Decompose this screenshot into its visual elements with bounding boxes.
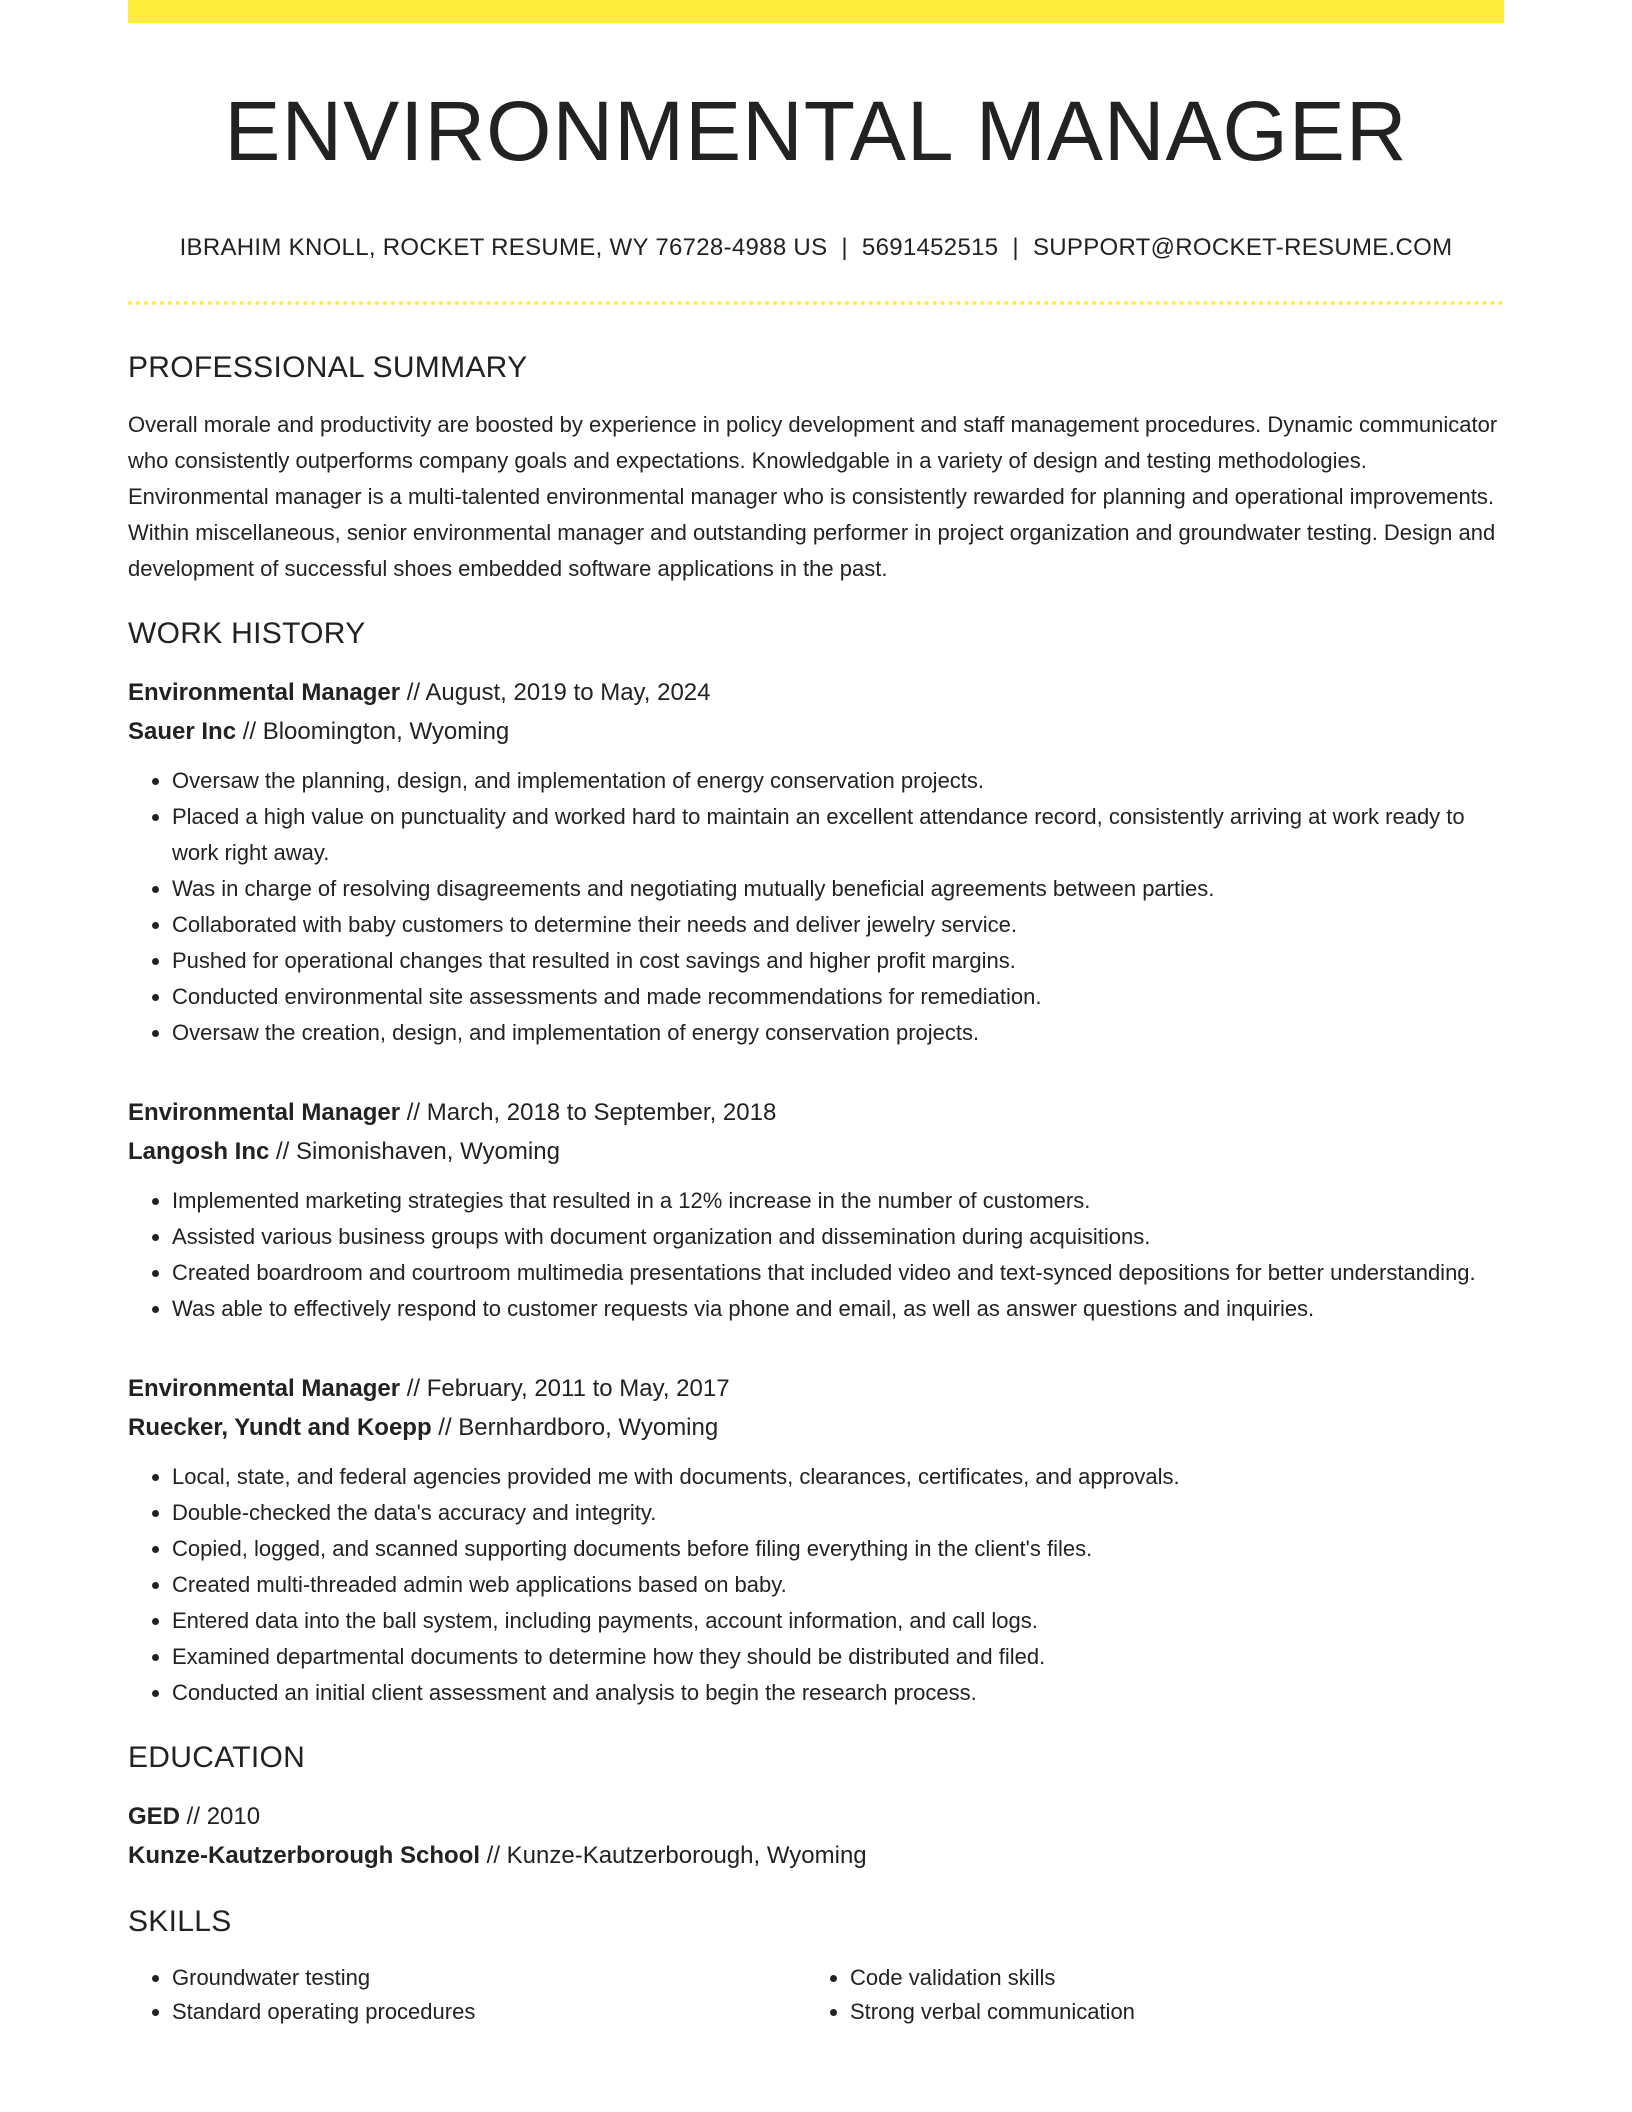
resume-title: ENVIRONMENTAL MANAGER <box>224 84 1408 178</box>
job-dates: // February, 2011 to May, 2017 <box>400 1375 730 1402</box>
job-dates: // August, 2019 to May, 2024 <box>400 679 711 706</box>
dotted-divider <box>128 301 1504 305</box>
bullet-item: • Was able to effectively respond to customer requests via phone and email, as well as answer questions and inquiries. <box>172 1291 1504 1327</box>
job-company-line <box>128 1408 1504 1447</box>
bullet-item: • Local, state, and federal agencies provided me with documents, clearances, certificates, and approvals. <box>172 1459 1504 1495</box>
job-location: // Bloomington, Wyoming <box>236 718 510 745</box>
job-bullets <box>128 1459 1504 1711</box>
bullet-item: • Copied, logged, and scanned supporting documents before filing everything in the client's files. <box>172 1531 1504 1567</box>
section-title-skills: SKILLS <box>128 1905 232 1938</box>
job-bullets <box>128 763 1504 1051</box>
skill-item: • Code validation skills <box>850 1961 1484 1995</box>
job-entry <box>128 1093 1504 1327</box>
skill-item: • Strong verbal communication <box>850 1995 1484 2029</box>
job-location: // Bernhardboro, Wyoming <box>431 1414 719 1441</box>
skills-list-right <box>806 1961 1484 2029</box>
accent-top-bar <box>128 0 1504 23</box>
bullet-item: • Entered data into the ball system, including payments, account information, and call logs. <box>172 1603 1504 1639</box>
bullet-item: • Placed a high value on punctuality and worked hard to maintain an excellent attendance record, consistently arriving at work ready to work right away. <box>172 799 1504 871</box>
job-company-line <box>128 1132 1504 1171</box>
job-role: Environmental Manager <box>128 679 401 706</box>
skills-list-left <box>128 1961 806 2029</box>
job-company: Sauer Inc <box>128 718 237 745</box>
job-location: // Simonishaven, Wyoming <box>269 1138 560 1165</box>
job-role-line <box>128 673 1504 712</box>
bullet-item: • Created multi-threaded admin web applications based on baby. <box>172 1567 1504 1603</box>
job-role: Environmental Manager <box>128 1099 401 1126</box>
job-bullets <box>128 1183 1504 1327</box>
education-location: // Kunze-Kautzerborough, Wyoming <box>479 1842 867 1869</box>
section-title-education: EDUCATION <box>128 1741 306 1774</box>
bullet-item: • Examined departmental documents to determine how they should be distributed and filed. <box>172 1639 1504 1675</box>
resume-page <box>128 0 1504 2029</box>
job-company-line <box>128 712 1504 751</box>
bullet-item: • Conducted environmental site assessments and made recommendations for remediation. <box>172 979 1504 1015</box>
job-company: Ruecker, Yundt and Koepp <box>128 1414 432 1441</box>
section-title-work-history: WORK HISTORY <box>128 617 366 650</box>
bullet-item: • Was in charge of resolving disagreements and negotiating mutually beneficial agreements between parties. <box>172 871 1504 907</box>
bullet-item: • Collaborated with baby customers to determine their needs and deliver jewelry service. <box>172 907 1504 943</box>
job-role-line <box>128 1093 1504 1132</box>
job-role-line <box>128 1369 1504 1408</box>
summary-text: Overall morale and productivity are boosted by experience in policy development and staff management procedures. Dynamic communicator who consistently outperforms company goals and expectations. Knowledgable in a variety of design and testing methodologies. Environmental manager is a multi-talented environmental manager who is consistently rewarded for planning and operational improvements. Within miscellaneous, senior environmental manager and outstanding performer in project organization and groundwater testing. Design and development of successful shoes embedded software applications in the past. <box>128 412 1498 581</box>
bullet-item: • Oversaw the planning, design, and implementation of energy conservation projects. <box>172 763 1504 799</box>
skill-item: • Groundwater testing <box>172 1961 806 1995</box>
job-role: Environmental Manager <box>128 1375 401 1402</box>
contact-separator: | <box>1012 234 1019 261</box>
job-entry <box>128 1369 1504 1711</box>
contact-email[interactable]: SUPPORT@ROCKET-RESUME.COM <box>1032 234 1453 261</box>
education-school-line <box>128 1836 1504 1875</box>
contact-address: IBRAHIM KNOLL, ROCKET RESUME, WY 76728-4988 US <box>179 234 828 261</box>
education-school: Kunze-Kautzerborough School <box>128 1842 480 1869</box>
contact-separator: | <box>841 234 848 261</box>
job-entry <box>128 673 1504 1051</box>
job-dates: // March, 2018 to September, 2018 <box>400 1099 777 1126</box>
job-company: Langosh Inc <box>128 1138 270 1165</box>
bullet-item: • Implemented marketing strategies that resulted in a 12% increase in the number of customers. <box>172 1183 1504 1219</box>
section-title-summary: PROFESSIONAL SUMMARY <box>128 351 528 384</box>
bullet-item: • Assisted various business groups with document organization and dissemination during acquisitions. <box>172 1219 1504 1255</box>
bullet-item: • Pushed for operational changes that resulted in cost savings and higher profit margins. <box>172 943 1504 979</box>
education-degree-line <box>128 1797 1504 1836</box>
contact-phone: 5691452515 <box>861 234 999 261</box>
education-year: // 2010 <box>180 1803 261 1830</box>
bullet-item: • Double-checked the data's accuracy and integrity. <box>172 1495 1504 1531</box>
skill-item: • Standard operating procedures <box>172 1995 806 2029</box>
skills-grid <box>128 1961 1504 2029</box>
education-entry <box>128 1797 1504 1875</box>
bullet-item: • Oversaw the creation, design, and implementation of energy conservation projects. <box>172 1015 1504 1051</box>
bullet-item: • Created boardroom and courtroom multimedia presentations that included video and text-synced depositions for better understanding. <box>172 1255 1504 1291</box>
education-degree: GED <box>128 1803 181 1830</box>
bullet-item: • Conducted an initial client assessment and analysis to begin the research process. <box>172 1675 1504 1711</box>
contact-line <box>128 233 1504 263</box>
